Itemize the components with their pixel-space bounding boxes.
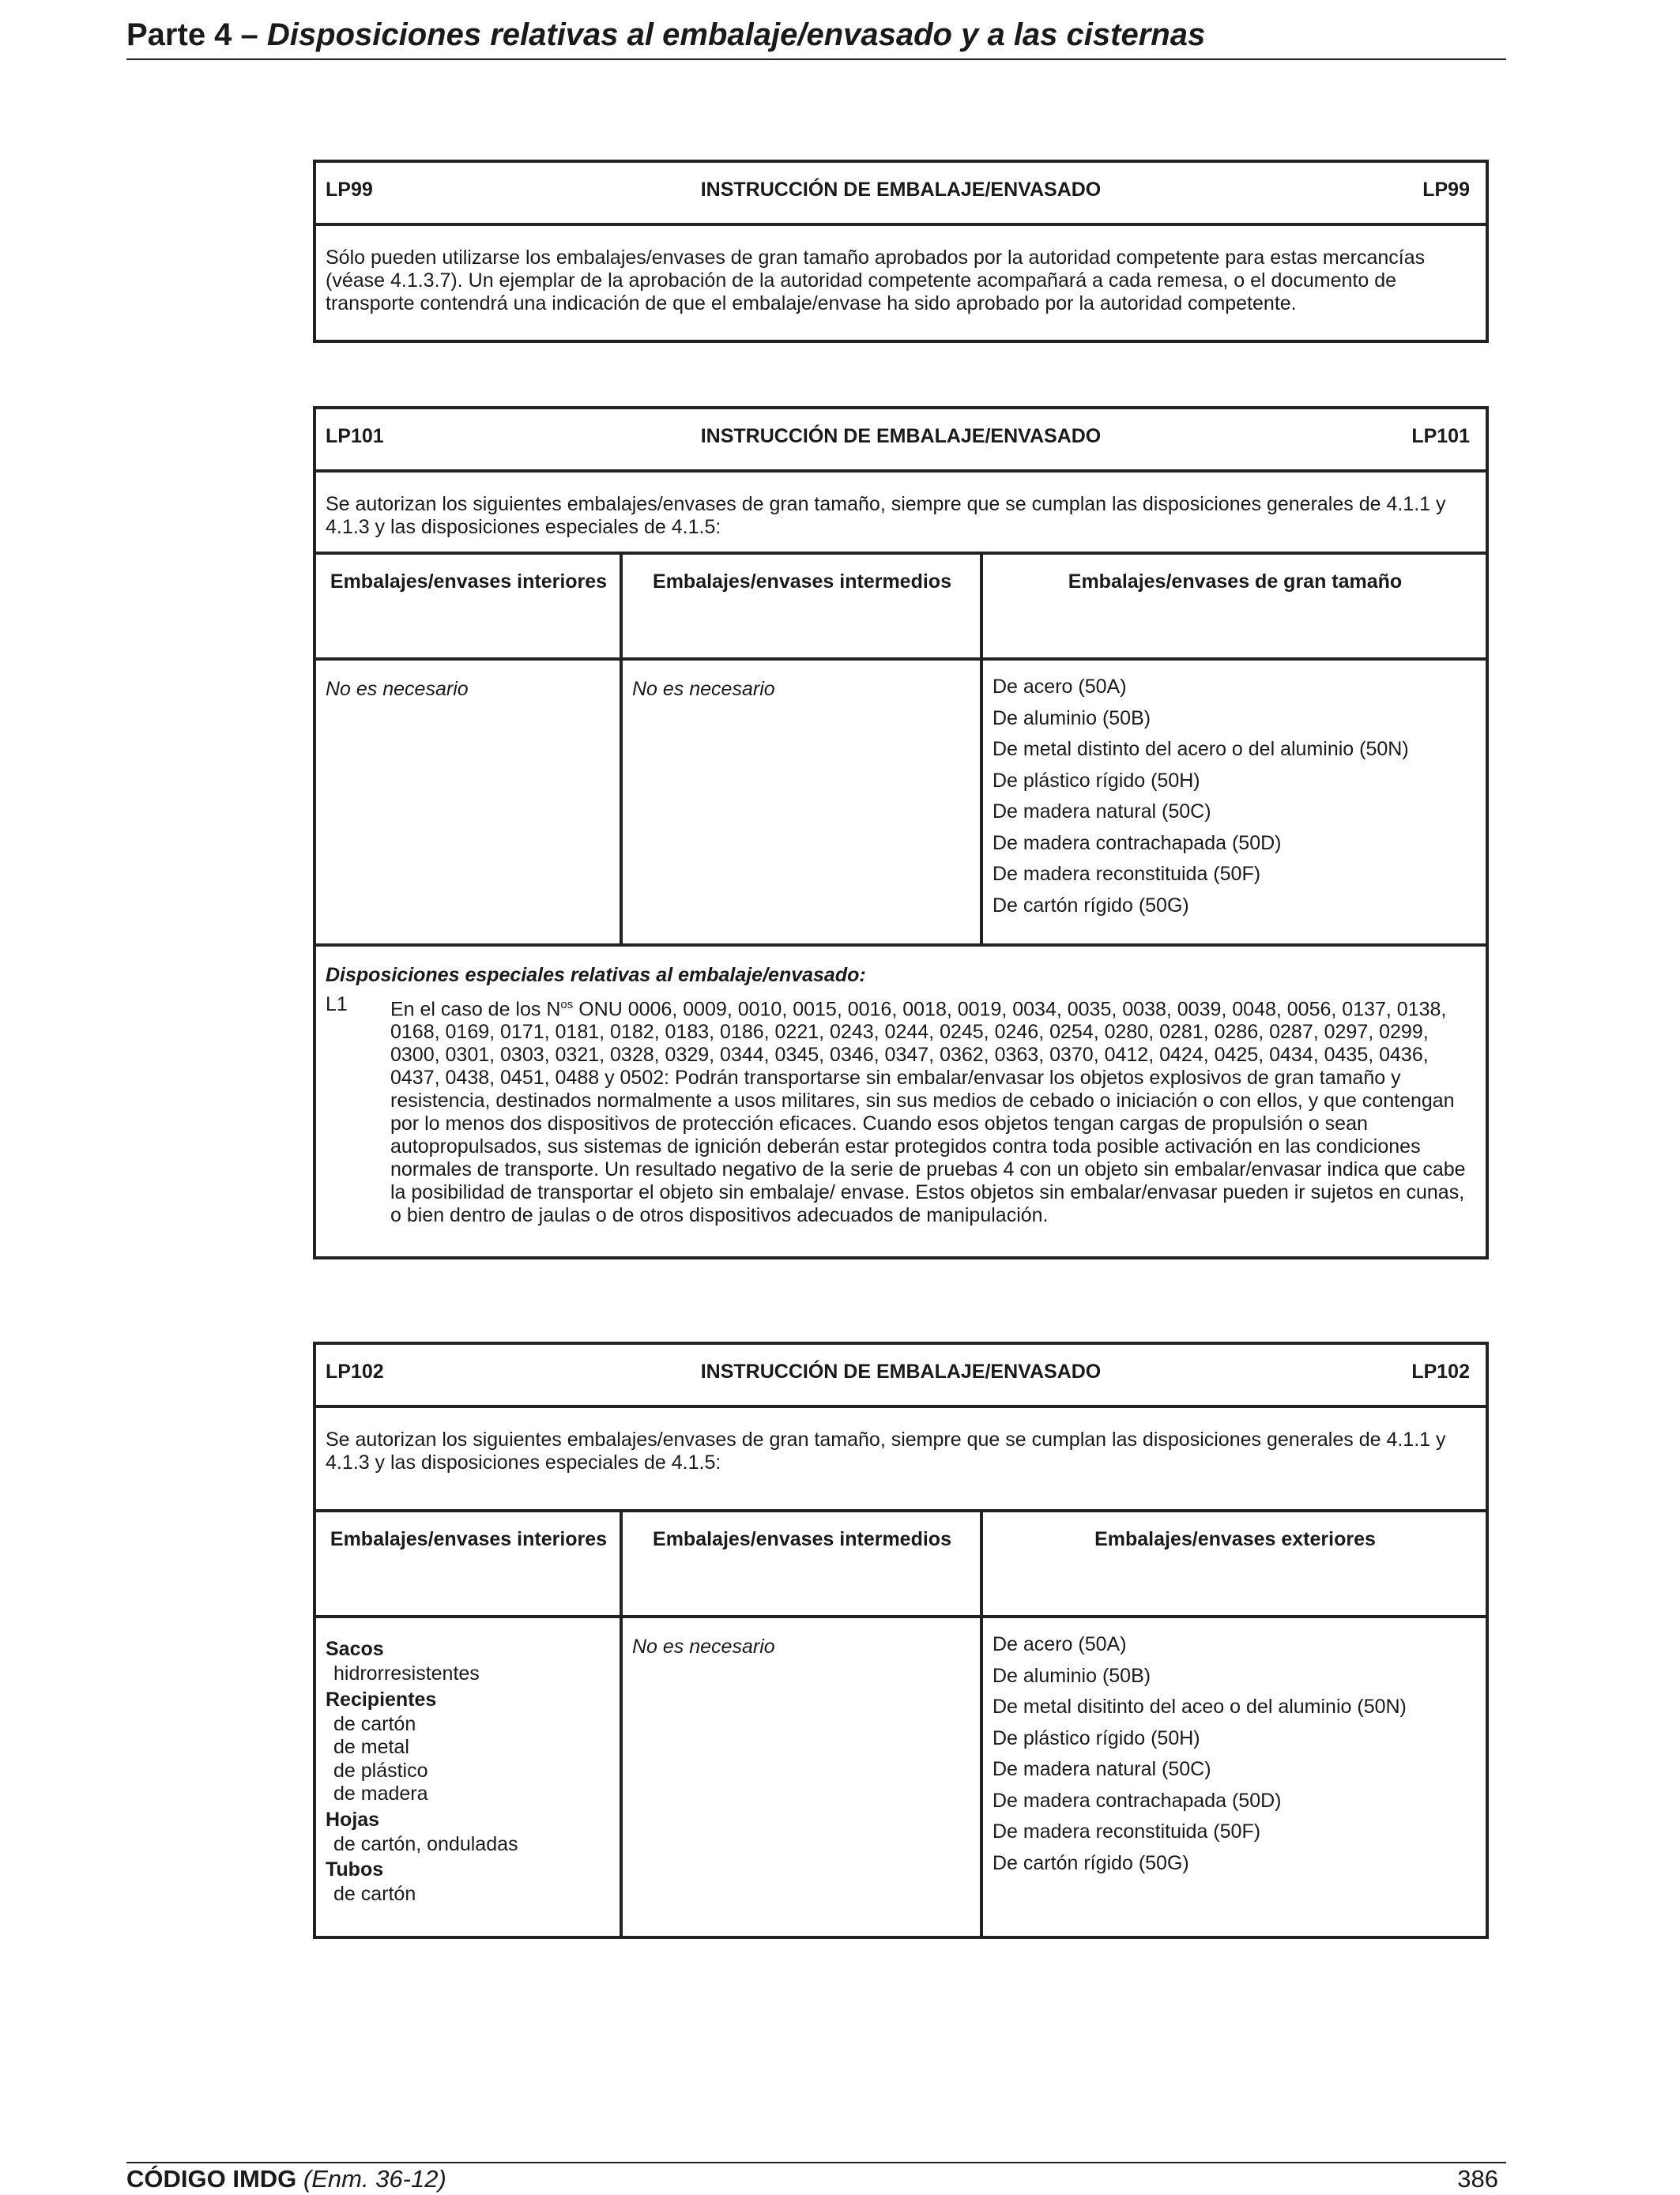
section-item: de cartón bbox=[333, 1883, 416, 1905]
instruction-header bbox=[316, 409, 1486, 473]
cell-intermedios: No es necesario bbox=[623, 661, 983, 943]
col-header-interiores: Embalajes/envases interiores bbox=[316, 1512, 623, 1615]
instruction-code-left: LP102 bbox=[326, 1361, 384, 1383]
instruction-code-right: LP99 bbox=[1422, 179, 1470, 201]
list-item: De acero (50A) bbox=[993, 1633, 1127, 1655]
section-item: de plástico bbox=[333, 1759, 428, 1782]
packaging-table-row bbox=[316, 657, 1486, 943]
section-item: de metal bbox=[333, 1736, 409, 1758]
list-item: De acero (50A) bbox=[993, 676, 1127, 698]
instruction-code-left: LP101 bbox=[326, 425, 384, 447]
list-item: De metal disitinto del aceo o del aluminio (50N) bbox=[993, 1696, 1407, 1718]
special-text-prefix: En el caso de los N bbox=[390, 998, 561, 1021]
list-item: De madera contrachapada (50D) bbox=[993, 1789, 1282, 1812]
instruction-code-left: LP99 bbox=[326, 179, 373, 201]
packaging-table-header bbox=[316, 1509, 1486, 1615]
cell-interiores bbox=[316, 1618, 623, 1936]
instruction-header bbox=[316, 1345, 1486, 1408]
special-text-body: ONU 0006, 0009, 0010, 0015, 0016, 0018, 0019, 0034, 0035, 0038, 0039, 0048, 0056, 0137, 0138, 0168, 0169, 0171, 0181, 0182, 0183, 0186, 0221, 0243, 0244, 0245, 0246, 0254, 0280, 0281, 0286, 0287, 0297, 0299, 0300, 0301, 0303, 0321, 0328, 0329, 0344, 0345, 0346, 0347, 0362, 0363, 0370, 0412, 0424, 0425, 0434, 0435, 0436, 0437, 0438, 0451, 0488 y 0502: Podrán transportarse sin embalar/envasar los objetos explosivos de gran tamaño y resistencia, destinados normalmente a usos militares, sin sus medios de cebado o iniciación o con ellos, y que contengan por lo menos dos dispositivos de protección eficaces. Cuando esos objetos tengan cargas de propulsión o sean autopropulsados, sus sistemas de ignición deberán estar protegidos contra toda posible activación en las condiciones normales de transporte. Un resultado negativo de la serie de pruebas 4 con un objeto sin embalar/envasar indica que cabe la posibilidad de transportar el objeto sin embalaje/ envase. Estos objetos sin embalar/envasar pueden ir sujetos en cunas, o bien dentro de jaulas o de otros dispositivos adecuados de manipulación. bbox=[390, 998, 1466, 1227]
cell-exteriores bbox=[983, 1618, 1486, 1936]
list-item: De madera natural (50C) bbox=[993, 1758, 1211, 1780]
list-item: De aluminio (50B) bbox=[993, 706, 1151, 729]
instruction-lp102 bbox=[313, 1342, 1489, 1939]
special-provision-text bbox=[390, 993, 1476, 1227]
section-item: de cartón, onduladas bbox=[333, 1832, 518, 1855]
col-header-exteriores: Embalajes/envases exteriores bbox=[1094, 1528, 1376, 1550]
page-number: 386 bbox=[1457, 2165, 1498, 2193]
section-title: Sacos bbox=[326, 1638, 384, 1660]
page-title: Disposiciones relativas al embalaje/envasado y a las cisternas bbox=[266, 17, 1206, 52]
list-item: De madera natural (50C) bbox=[993, 800, 1211, 823]
list-item: De metal distinto del acero o del aluminio (50N) bbox=[993, 738, 1409, 760]
list-item: De plástico rígido (50H) bbox=[993, 769, 1200, 792]
section-title: Tubos bbox=[326, 1858, 384, 1881]
instruction-code-right: LP102 bbox=[1411, 1361, 1470, 1383]
special-text-superscript: os bbox=[560, 998, 574, 1011]
list-item: De cartón rígido (50G) bbox=[993, 894, 1189, 917]
special-provision-label: L1 bbox=[326, 993, 348, 1015]
page-footer bbox=[126, 2162, 1506, 2195]
instruction-text: Sólo pueden utilizarse los embalajes/envases de gran tamaño aprobados por la autoridad competente para estas mercancías (véase 4.1.3.7). Un ejemplar de la aprobación de la autoridad competente acompañará a cada remesa, o el documento de transporte contendrá una indicación de que el embalaje/envase ha sido aprobado por la autoridad competente. bbox=[326, 247, 1426, 314]
section-item: de cartón bbox=[333, 1712, 416, 1735]
col-header-intermedios: Embalajes/envases intermedios bbox=[623, 1512, 983, 1615]
col-header-gran-tamano: Embalajes/envases de gran tamaño bbox=[1068, 570, 1403, 593]
cell-gran-tamano bbox=[983, 661, 1486, 943]
instruction-header bbox=[316, 163, 1486, 226]
packaging-table-header bbox=[316, 552, 1486, 657]
page-header bbox=[126, 11, 1506, 60]
part-label: Parte 4 – bbox=[126, 17, 267, 52]
instruction-heading: INSTRUCCIÓN DE EMBALAJE/ENVASADO bbox=[700, 425, 1102, 447]
special-provisions-title: Disposiciones especiales relativas al embalaje/envasado: bbox=[326, 964, 866, 986]
instruction-lp99 bbox=[313, 160, 1489, 343]
section-title: Recipientes bbox=[326, 1688, 437, 1711]
instruction-intro: Se autorizan los siguientes embalajes/envases de gran tamaño, siempre que se cumplan las disposiciones generales de 4.1.1 y 4.1.3 y las disposiciones especiales de 4.1.5: bbox=[326, 1429, 1446, 1474]
section-item: de madera bbox=[333, 1783, 428, 1805]
col-header-intermedios: Embalajes/envases intermedios bbox=[623, 555, 983, 657]
list-item: De madera contrachapada (50D) bbox=[993, 831, 1282, 854]
cell-intermedios: No es necesario bbox=[623, 1618, 983, 1936]
cell-interiores: No es necesario bbox=[316, 661, 623, 943]
instruction-heading: INSTRUCCIÓN DE EMBALAJE/ENVASADO bbox=[700, 179, 1102, 201]
instruction-heading: INSTRUCCIÓN DE EMBALAJE/ENVASADO bbox=[700, 1361, 1102, 1383]
list-item: De plástico rígido (50H) bbox=[993, 1726, 1200, 1749]
instruction-code-right: LP101 bbox=[1411, 425, 1470, 447]
list-item: De aluminio (50B) bbox=[993, 1664, 1151, 1687]
footer-edition: (Enm. 36-12) bbox=[303, 2165, 446, 2193]
section-title: Hojas bbox=[326, 1808, 380, 1831]
list-item: De madera reconstituida (50F) bbox=[993, 1820, 1261, 1843]
section-item: hidrorresistentes bbox=[333, 1662, 480, 1685]
footer-code: CÓDIGO IMDG bbox=[126, 2165, 297, 2193]
packaging-table-row bbox=[316, 1615, 1486, 1936]
list-item: De cartón rígido (50G) bbox=[993, 1851, 1189, 1874]
special-provisions bbox=[316, 943, 1486, 1227]
col-header-interiores: Embalajes/envases interiores bbox=[316, 555, 623, 657]
instruction-lp101 bbox=[313, 406, 1489, 1259]
special-provision-l1 bbox=[326, 993, 1476, 1227]
instruction-intro: Se autorizan los siguientes embalajes/envases de gran tamaño, siempre que se cumplan las disposiciones generales de 4.1.1 y 4.1.3 y las disposiciones especiales de 4.1.5: bbox=[326, 493, 1446, 538]
list-item: De madera reconstituida (50F) bbox=[993, 863, 1261, 885]
